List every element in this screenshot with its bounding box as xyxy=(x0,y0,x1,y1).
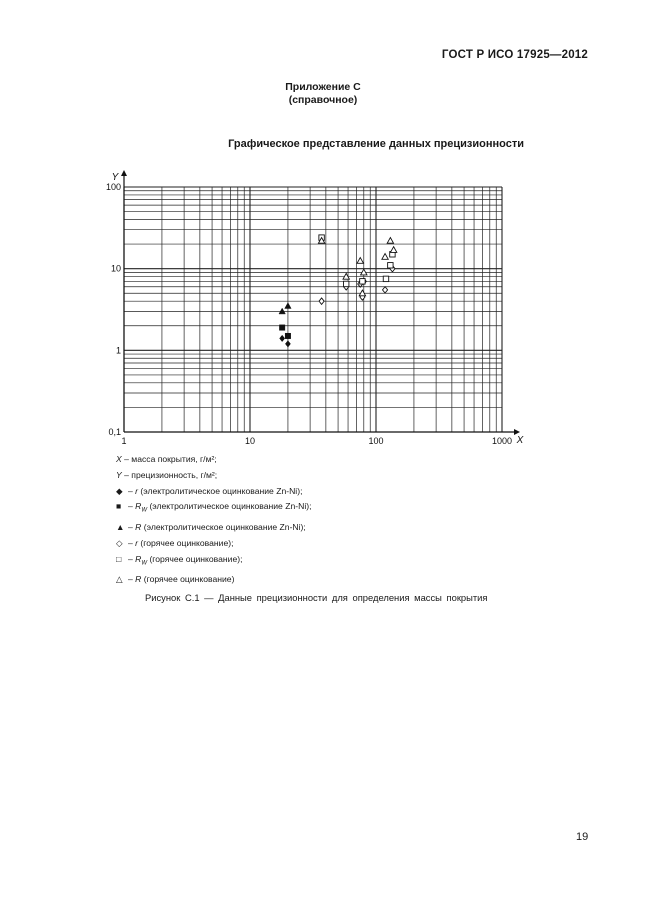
legend-dash: – xyxy=(128,574,136,585)
legend-variable: $R_W$ xyxy=(135,553,148,567)
data-point-diamond-filled xyxy=(285,341,290,347)
x-tick-label: 1000 xyxy=(491,436,513,446)
legend-entry xyxy=(116,552,311,573)
legend-entry xyxy=(116,468,311,484)
y-tick-label: 0,1 xyxy=(108,427,121,437)
legend-variable: R xyxy=(135,521,142,532)
x-tick-label: 100 xyxy=(368,436,384,446)
legend-symbol-icon: ◇ xyxy=(116,537,123,548)
legend-symbol-icon: ◆ xyxy=(116,485,123,496)
legend-symbol-icon: ▲ xyxy=(116,521,125,532)
y-axis-label: Y xyxy=(111,172,119,183)
legend-dash: – xyxy=(128,537,136,548)
legend-text: (горячее оцинкование); xyxy=(147,553,243,564)
x-axis-label: X xyxy=(516,435,524,446)
document-header: ГОСТ Р ИСО 17925—2012 xyxy=(441,49,588,61)
legend-entry xyxy=(116,452,311,468)
legend-symbol-icon: ■ xyxy=(116,501,122,512)
legend-text: (электролитическое оцинкование Zn-Ni); xyxy=(141,521,306,532)
legend-entry xyxy=(116,520,311,536)
x-tick-label: 10 xyxy=(244,436,256,446)
y-tick-label: 10 xyxy=(110,263,121,274)
data-point-square-open xyxy=(343,281,348,286)
legend-entry xyxy=(116,484,311,500)
legend xyxy=(116,452,311,588)
legend-variable: Y xyxy=(116,469,122,480)
legend-symbol-icon: △ xyxy=(116,574,123,585)
data-point-square-open xyxy=(360,279,365,284)
x-tick-label: 1 xyxy=(121,436,127,446)
legend-text: (электролитическое оцинкование Zn-Ni); xyxy=(138,485,303,496)
data-point-triangle-open xyxy=(387,238,393,244)
data-point-triangle-open xyxy=(357,258,363,264)
data-point-triangle-open xyxy=(382,254,388,260)
legend-entry xyxy=(116,572,311,588)
data-point-diamond-filled xyxy=(280,335,285,341)
data-point-triangle-filled xyxy=(285,303,291,309)
legend-dash: – xyxy=(128,501,136,512)
legend-variable: $R_W$ xyxy=(135,501,148,515)
legend-dash: – xyxy=(128,553,136,564)
data-point-diamond-open xyxy=(319,298,324,304)
legend-dash: – xyxy=(128,521,136,532)
data-point-square-filled xyxy=(285,333,290,338)
y-tick-label: 100 xyxy=(105,182,121,192)
y-axis-arrow xyxy=(121,170,127,176)
legend-text: – прецизионность, г/м²; xyxy=(121,469,218,480)
data-point-square-open xyxy=(383,276,388,281)
legend-variable: r xyxy=(135,485,139,496)
legend-variable: R xyxy=(135,574,142,585)
legend-entry xyxy=(116,499,311,520)
data-point-diamond-open xyxy=(382,287,387,293)
legend-symbol-icon: □ xyxy=(116,553,122,564)
figure-caption: Рисунок С.1 — Данные прецизионности для определения массы покрытия xyxy=(145,592,488,603)
data-point-square-open xyxy=(388,263,393,268)
legend-entry xyxy=(116,536,311,552)
y-tick-label: 1 xyxy=(115,345,121,356)
figure-title: Графическое представление данных прецизионности xyxy=(228,138,524,150)
legend-text: (электролитическое оцинкование Zn-Ni); xyxy=(147,501,312,512)
legend-variable: X xyxy=(116,454,122,464)
legend-text: (горячее оцинкование); xyxy=(138,537,234,548)
legend-variable: r xyxy=(135,537,139,548)
legend-text: – масса покрытия, г/м²; xyxy=(121,454,217,464)
annex-title: Приложение С xyxy=(285,81,361,93)
legend-text: (горячее оцинкование) xyxy=(141,574,235,585)
legend-dash: – xyxy=(128,485,136,496)
page-number: 19 xyxy=(576,831,589,843)
data-point-square-filled xyxy=(279,325,284,330)
annex-note: (справочное) xyxy=(288,94,358,106)
data-point-triangle-open xyxy=(390,247,396,253)
